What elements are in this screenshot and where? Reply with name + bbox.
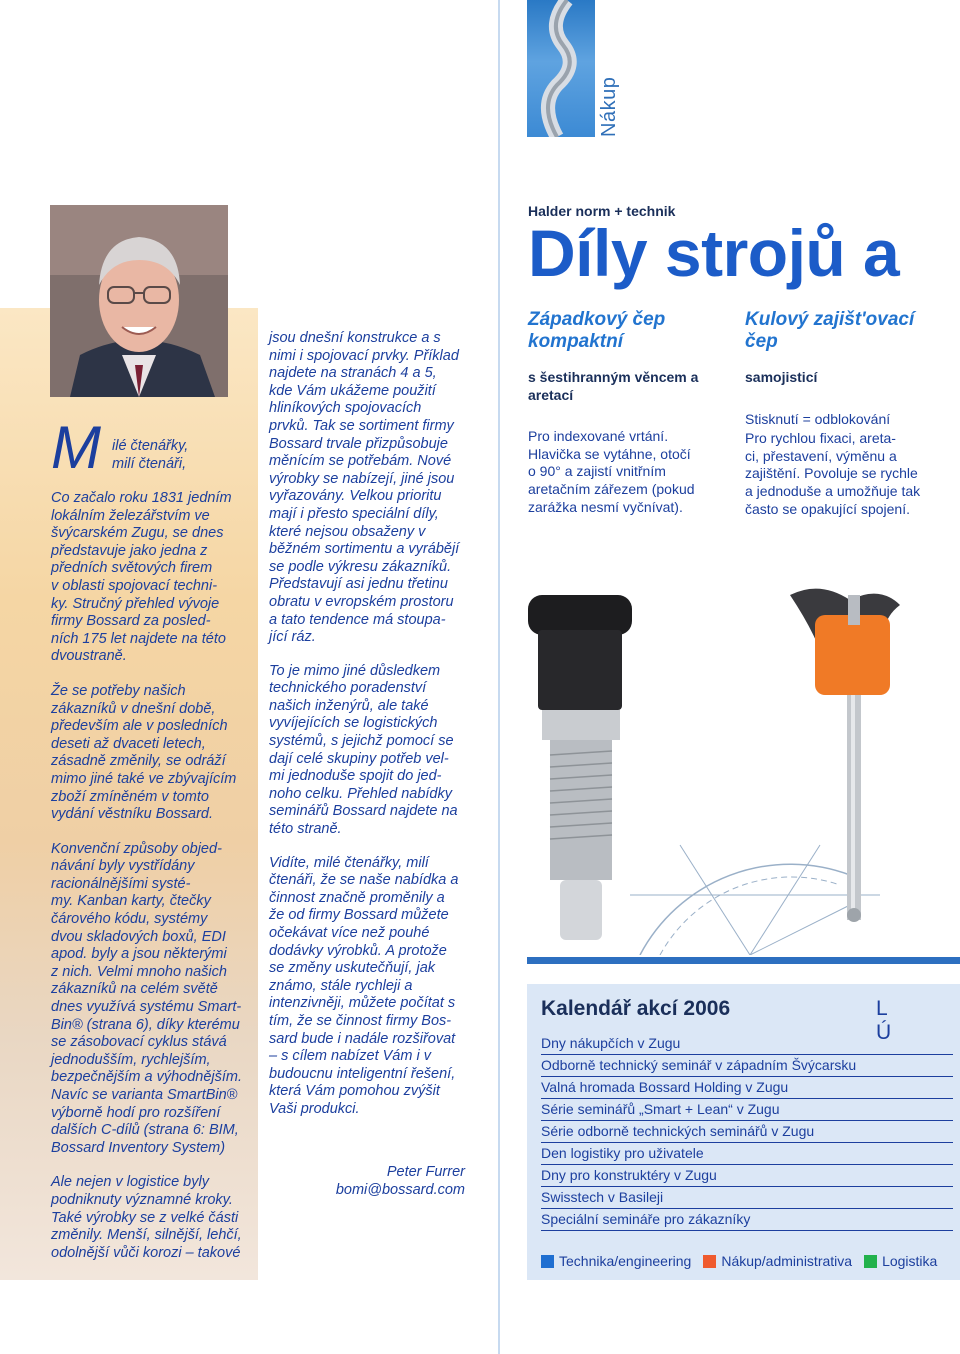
- calendar-item: Speciální semináře pro zákazníky: [541, 1209, 953, 1231]
- product-description-2: Pro rychlou fixaci, areta- ci, přestavení, výměnu a zajištění. Povoluje se rychle a jednoduše a umožňuje tak často se opakující spojení.: [745, 430, 921, 517]
- editorial-paragraph: Konvenční způsoby objed- návání byly vystřídány racionálnějšími systé- my. Kanban karty, čtečky čárového kódu, systémy dvou skladových boxů, EDI apod. byly a jsou některými z nich. Velmi mnoho našich zákazníků na celém světě dnes využívá systému Smart- Bin® (strana 6), díky kterému se zásobovací cyklus stává jednodušším, rychlejším, bezpečnějším a výhodnějším. Navíc se varianta SmartBin® výborně hodí pro rozšíření dalších C-dílů (strana 6: BIM, Bossard Inventory System): [51, 840, 243, 1156]
- legend-label: Technika/engineering: [559, 1253, 692, 1269]
- editorial-paragraph: Že se potřeby našich zákazníků v dnešní době, především ale v posledních deseti až dvaceti letech, zásadně změnily, se odráží mimo jiné také ve zbývajícím zboží zmíněném v tomto vydání věstníku Bossard.: [51, 682, 237, 823]
- calendar-legend: [541, 1253, 949, 1269]
- section-thumbnail: [527, 0, 595, 137]
- product-description: Pro indexované vrtání. Hlavička se vytáhne, otočí o 90° a zajistí vnitřním aretačním zářezem (pokud zarážka nesmí vyčnívat).: [528, 428, 695, 515]
- editorial-paragraph: Ale nejen v logistice byly podniknuty významné kroky. Také výrobky se z velké části změnily. Menší, silnější, lehčí, odolnější vůči korozi – takové: [51, 1174, 242, 1261]
- legend-swatch: [703, 1255, 716, 1268]
- calendar-bar: [527, 957, 960, 964]
- product-ball-lock-pin: [745, 309, 950, 518]
- calendar-item: Série seminářů „Smart + Lean“ v Zugu: [541, 1099, 953, 1121]
- product-title: Kulový zajišt'ovací čep: [745, 309, 915, 352]
- calendar-column-headers: L Ú: [876, 997, 926, 1044]
- calendar-item: Dny nákupčích v Zugu: [541, 1033, 953, 1055]
- calendar-title: Kalendář akcí 2006: [541, 997, 731, 1020]
- legend-item-technika: [541, 1253, 691, 1269]
- page-headline: Díly strojů a: [528, 216, 900, 290]
- legend-item-nakup: [703, 1253, 852, 1269]
- editorial-paragraph: Co začalo roku 1831 jedním lokálním železářstvím ve švýcarském Zugu, se dnes představuje jako jedna z předních světových firem v oblasti spojovací techni- ky. Stručný přehled vývoje firmy Bossard za posled- ních 175 let najdete na této dvoustraně.: [51, 490, 232, 665]
- calendar-list: [541, 1033, 953, 1231]
- brand-line: Halder norm + technik: [528, 203, 676, 219]
- column-divider: [498, 0, 500, 1354]
- legend-label: Nákup/administrativa: [721, 1253, 853, 1269]
- legend-swatch: [864, 1255, 877, 1268]
- editorial-paragraph: jsou dnešní konstrukce a s nimi i spojovací prvky. Příklad najdete na stranách 4 a 5, kde Vám ukážeme použití hliníkových spojovacích prvků. Tak se sortiment firmy Bossard trvale přizpůsobuje měnícím se potřebám. Nové výrobky se nabízejí, jiné jsou vyřazovány. Velkou prioritu mají i přesto speciální díly, které nejsou obsaženy v běžném sortimentu a vyrábějí se podle výkresu zákazníků. Představují asi jednu třetinu obratu v evropském prostoru a tato tendence má stoupa- jící ráz.: [269, 330, 460, 646]
- legend-item-logistika: [864, 1253, 937, 1269]
- editorial-paragraph: Vidíte, milé čtenářky, milí čtenáři, že se naše nabídka a činnost značně proměnily a že od firmy Bossard můžete očekávat více než pouhé dodávky výrobků. A protože se změny uskutečňují, jak známo, stále rychleji a intenzivněji, můžete počítat s tím, že se činnost firmy Bos- sard bude i nadále rozšiřovat – s cílem nabízet Vám i v budoucnu inteligentní řešení, která Vám pomohou zvýšit Vaši produkci.: [269, 854, 459, 1117]
- section-label: Nákup: [598, 76, 620, 137]
- author-photo: [50, 205, 228, 397]
- editorial-column-2: [269, 330, 479, 1135]
- product-description: Stisknutí = odblokování: [745, 410, 891, 427]
- calendar-item: Série odborně technických seminářů v Zugu: [541, 1121, 953, 1143]
- dropcap: M: [51, 414, 101, 481]
- product-illustration: [520, 575, 960, 955]
- product-title: Západkový čep kompaktní: [528, 309, 666, 352]
- calendar-item: Odborně technický seminář v západním Švýcarsku: [541, 1055, 953, 1077]
- legend-label: Logistika: [882, 1253, 938, 1269]
- editorial-signature: Peter Furrer bomi@bossard.com: [335, 1164, 465, 1198]
- product-subtitle: s šestihranným věncem a aretací: [528, 369, 699, 403]
- calendar-item: Den logistiky pro uživatele: [541, 1143, 953, 1165]
- legend-swatch: [541, 1255, 554, 1268]
- editorial-greeting: ilé čtenářky, milí čtenáři,: [112, 438, 189, 472]
- calendar-item: Dny pro konstruktéry v Zugu: [541, 1165, 953, 1187]
- calendar-item: Swisstech v Basileji: [541, 1187, 953, 1209]
- product-indexing-plunger: [528, 309, 733, 516]
- calendar-item: Valná hromada Bossard Holding v Zugu: [541, 1077, 953, 1099]
- product-subtitle: samojisticí: [745, 369, 818, 385]
- editorial-paragraph: To je mimo jiné důsledkem technického poradenství našich inženýrů, ale také vyvíjejících se logistických systémů, s jejichž pomocí se dají celé skupiny potřeb vel- mi jednoduše spojit do jed- noho celku. Přehled nabídky seminářů Bossard najdete na této straně.: [269, 662, 458, 838]
- editorial-column-1: [51, 490, 256, 1279]
